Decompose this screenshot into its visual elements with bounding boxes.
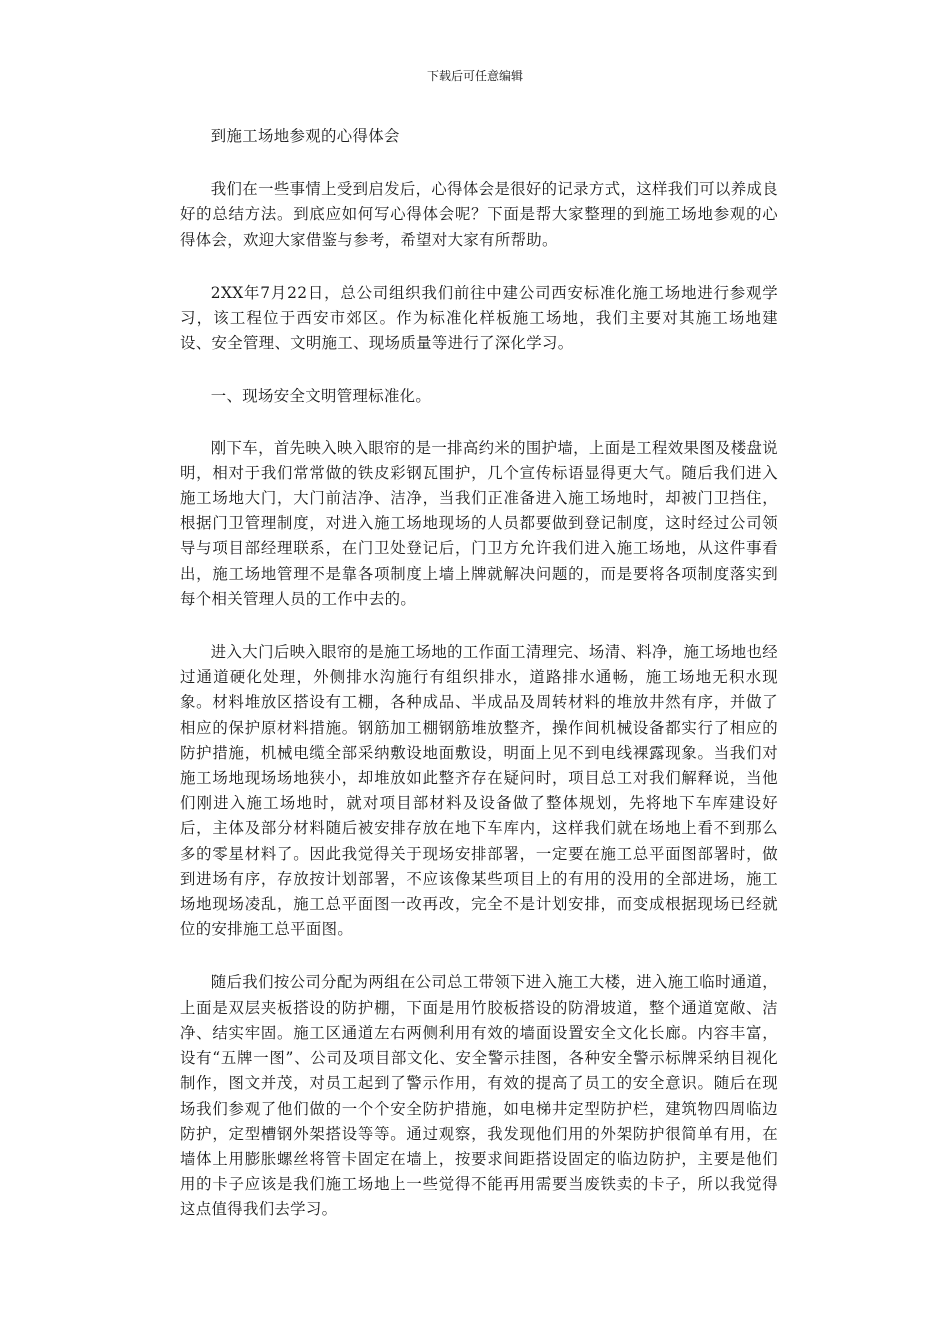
header-note: 下载后可任意编辑 (426, 69, 523, 83)
paragraph-site-layout: 进入大门后映入眼帘的是施工场地的工作面工清理完、场清、料净，施工场地也经过通道硬化处理，外侧排水沟施行有组织排水，道路排水通畅，施工场地无积水现象。材料堆放区搭设有工棚，各种成品、半成品及周转材料的堆放井然有序，并做了相应的保护原材料措施。钢筋加工棚钢筋堆放整齐，操作间机械设备都实行了相应的防护措施，机械电缆全部采纳敷设地面敷设，明面上见不到电线裸露现象。当我们对施工场地现场场地狭小，却堆放如此整齐存在疑问时，项目总工对我们解释说，当他们刚进入施工场地时，就对项目部材料及设备做了整体规划，先将地下车库建设好后，主体及部分材料随后被安排存放在地下车库内，这样我们就在场地上看不到那么多的零星材料了。因此我觉得关于现场安排部署，一定要在施工总平面图部署时，做到进场有序，存放按计划部署，不应该像某些项目上的有用的没用的全部进场，施工场地现场凌乱，施工总平面图一改再改，完全不是计划安排，而变成根据现场已经就位的安排施工总平面图。 (180, 643, 778, 939)
paragraph-intro: 我们在一些事情上受到启发后，心得体会是很好的记录方式，这样我们可以养成良好的总结方法。到底应如何写心得体会呢？下面是帮大家整理的到施工场地参观的心得体会，欢迎大家借鉴与参考，希望对大家有所帮助。 (180, 180, 778, 249)
document-title: 到施工场地参观的心得体会 (210, 127, 400, 145)
paragraph-visit-info: 2XX年7月22日，总公司组织我们前往中建公司西安标准化施工场地进行参观学习，该工程位于西安市郊区。作为标准化样板施工场地，我们主要对其施工场地建设、安全管理、文明施工、现场质量等进行了深化学习。 (180, 283, 778, 353)
paragraph-entrance: 刚下车，首先映入映入眼帘的是一排高约米的围护墙，上面是工程效果图及楼盘说明，相对于我们常常做的铁皮彩钢瓦围护，几个宣传标语显得更大气。随后我们进入施工场地大门，大门前洁净、洁净，当我们正准备进入施工场地时，却被门卫挡住，根据门卫管理制度，对进入施工场地现场的人员都要做到登记制度，这时经过公司领导与项目部经理联系，在门卫处登记后，门卫方允许我们进入施工场地，从这件事看出，施工场地管理不是靠各项制度上墙上牌就解决问题的，而是要将各项制度落实到每个相关管理人员的工作中去的。 (180, 438, 778, 608)
section-heading: 一、现场安全文明管理标准化。 (210, 387, 432, 406)
document-body (180, 124, 778, 1251)
paragraph-safety-measures: 随后我们按公司分配为两组在公司总工带领下进入施工大楼，进入施工临时通道，上面是双层夹板搭设的防护棚，下面是用竹胶板搭设的防滑坡道，整个通道宽敞、洁净、结实牢固。施工区通道左右两侧利用有效的墙面设置安全文化长廊。内容丰富，设有“五牌一图”、公司及项目部文化、安全警示挂图，各种安全警示标牌采纳目视化制作，图文并茂，对员工起到了警示作用，有效的提高了员工的安全意识。随后在现场我们参观了他们做的一个个安全防护措施，如电梯井定型防护栏，建筑物四周临边防护，定型槽钢外架搭设等等。通过观察，我发现他们用的外架防护很简单有用，在墙体上用膨胀螺丝将管卡固定在墙上，按要求间距搭设固定的临边防护，主要是他们用的卡子应该是我们施工场地上一些觉得不能再用需要当废铁卖的卡子，所以我觉得这点值得我们去学习。 (180, 973, 778, 1219)
